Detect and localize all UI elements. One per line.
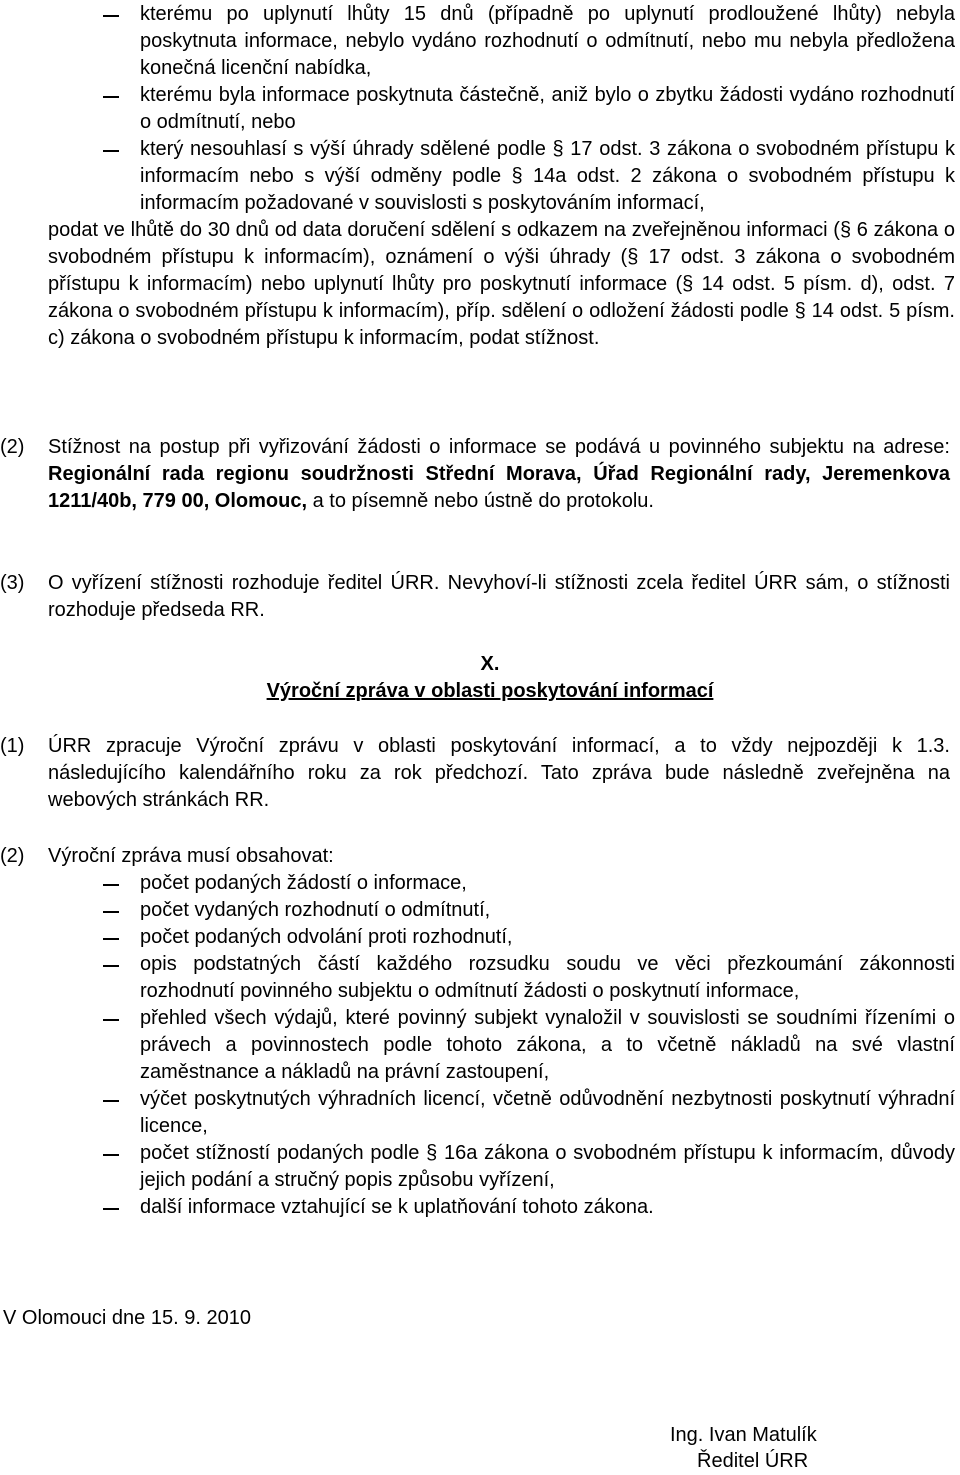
dash-bullet-icon [103,884,119,886]
address-text: Regionální rada regionu soudržnosti Střední Morava, Úřad Regionální rady, Jeremenkova 1211/40b, 779 00, Olomouc, [48,463,950,512]
section-number: X. [480,653,500,675]
closing-paragraph: podat ve lhůtě do 30 dnů od data doručení sdělení s odkazem na zveřejněnou informaci (§ 6 zákona o svobodném přístupu k informacím), oznámení o výši úhrady (§ 17 odst. 3 zákona o svobodném přístupu k informacím) nebo uplynutí lhůty pro poskytnutí informace (§ 14 odst. 5 písm. d), odst. 7 zákona o svobodném přístupu k informacím), příp. sdělení o odložení žádosti podle § 14 odst. 5 písm. c) zákona o svobodném přístupu k informacím, podat stížnost. [48,219,955,349]
list-item [0,1140,960,1194]
paragraph-2 [0,434,955,515]
signature-name: Ing. Ivan Matulík [670,1424,817,1446]
list-item-text: opis podstatných částí každého rozsudku soudu ve věci přezkoumání zákonnosti rozhodnutí povinného subjektu o odmítnutí žádosti o poskytnutí informace, [140,953,955,1002]
paragraph-number: (2) [0,436,25,458]
list-item-text: kterému byla informace poskytnuta částečně, aniž bylo o zbytku žádosti vydáno rozhodnutí o odmítnutí, nebo [140,84,955,133]
paragraph-number: (2) [0,845,25,867]
section-paragraph-1 [0,733,955,814]
list-item [0,870,960,897]
paragraph-text: Výroční zpráva musí obsahovat: [48,845,334,867]
dash-bullet-icon [103,15,119,17]
list-item-text: počet vydaných rozhodnutí o odmítnutí, [140,899,491,921]
list-item-text: výčet poskytnutých výhradních licencí, včetně odůvodnění nezbytnosti poskytnutí výhradní licence, [140,1088,955,1137]
dash-bullet-icon [103,1154,119,1156]
list-item-text: kterému po uplynutí lhůty 15 dnů (případně po uplynutí prodloužené lhůty) nebyla poskytnuta informace, nebylo vydáno rozhodnutí o odmítnutí, nebo mu nebyla předložena konečná licenční nabídka, [140,3,955,79]
signature-role: Ředitel ÚRR [697,1450,809,1472]
list-item [0,924,960,951]
list-item [0,82,960,136]
paragraph-text: O vyřízení stížnosti rozhoduje ředitel ÚRR. Nevyhoví-li stížnosti zcela ředitel ÚRR sám, o stížnosti rozhoduje předseda RR. [48,572,950,621]
list-item-text: počet stížností podaných podle § 16a zákona o svobodném přístupu k informacím, důvody jejich podání a stručný popis způsobu vyřízení, [140,1142,955,1191]
paragraph-number: (3) [0,572,25,594]
top-dash-list [0,1,960,352]
list-item [0,1086,960,1140]
list-item-text: který nesouhlasí s výší úhrady sdělené podle § 17 odst. 3 zákona o svobodném přístupu k informacím nebo s výší odměny podle § 14a odst. 2 zákona o svobodném přístupu k informacím požadované v souvislosti s poskytováním informací, [140,138,955,214]
place-and-date: V Olomouci dne 15. 9. 2010 [3,1307,251,1329]
paragraph-3 [0,570,955,624]
list-item [0,1005,960,1086]
list-item [0,897,960,924]
dash-bullet-icon [103,1208,119,1210]
dash-bullet-icon [103,1100,119,1102]
list-item [0,136,960,217]
list-item [0,1,960,82]
dash-bullet-icon [103,965,119,967]
list-item [0,1194,960,1221]
dash-bullet-icon [103,150,119,152]
list-item-text: počet podaných odvolání proti rozhodnutí, [140,926,513,948]
paragraph-number: (1) [0,735,25,757]
bottom-dash-list [0,870,960,1221]
paragraph-text: Stížnost na postup při vyřizování žádosti o informace se podává u povinného subjektu na adrese: [48,436,950,458]
list-item-text: přehled všech výdajů, které povinný subjekt vynaložil v souvislosti se soudními řízeními o právech a povinnostech podle tohoto zákona, a to včetně nákladů na své vlastní zaměstnance a nákladů na právní zastoupení, [140,1007,955,1083]
dash-bullet-icon [103,1019,119,1021]
paragraph-text-end: a to písemně nebo ústně do protokolu. [307,490,654,512]
section-heading [0,651,960,705]
section-title: Výroční zpráva v oblasti poskytování informací [266,680,714,702]
list-item-text: další informace vztahující se k uplatňování tohoto zákona. [140,1196,654,1218]
list-item-text: počet podaných žádostí o informace, [140,872,467,894]
dash-bullet-icon [103,911,119,913]
list-item [0,951,960,1005]
section-paragraph-2 [0,843,955,870]
dash-bullet-icon [103,938,119,940]
dash-bullet-icon [103,96,119,98]
paragraph-text: ÚRR zpracuje Výroční zprávu v oblasti poskytování informací, a to vždy nejpozději k 1.3. následujícího kalendářního roku za rok předchozí. Tato zpráva bude následně zveřejněna na webových stránkách RR. [48,735,950,811]
